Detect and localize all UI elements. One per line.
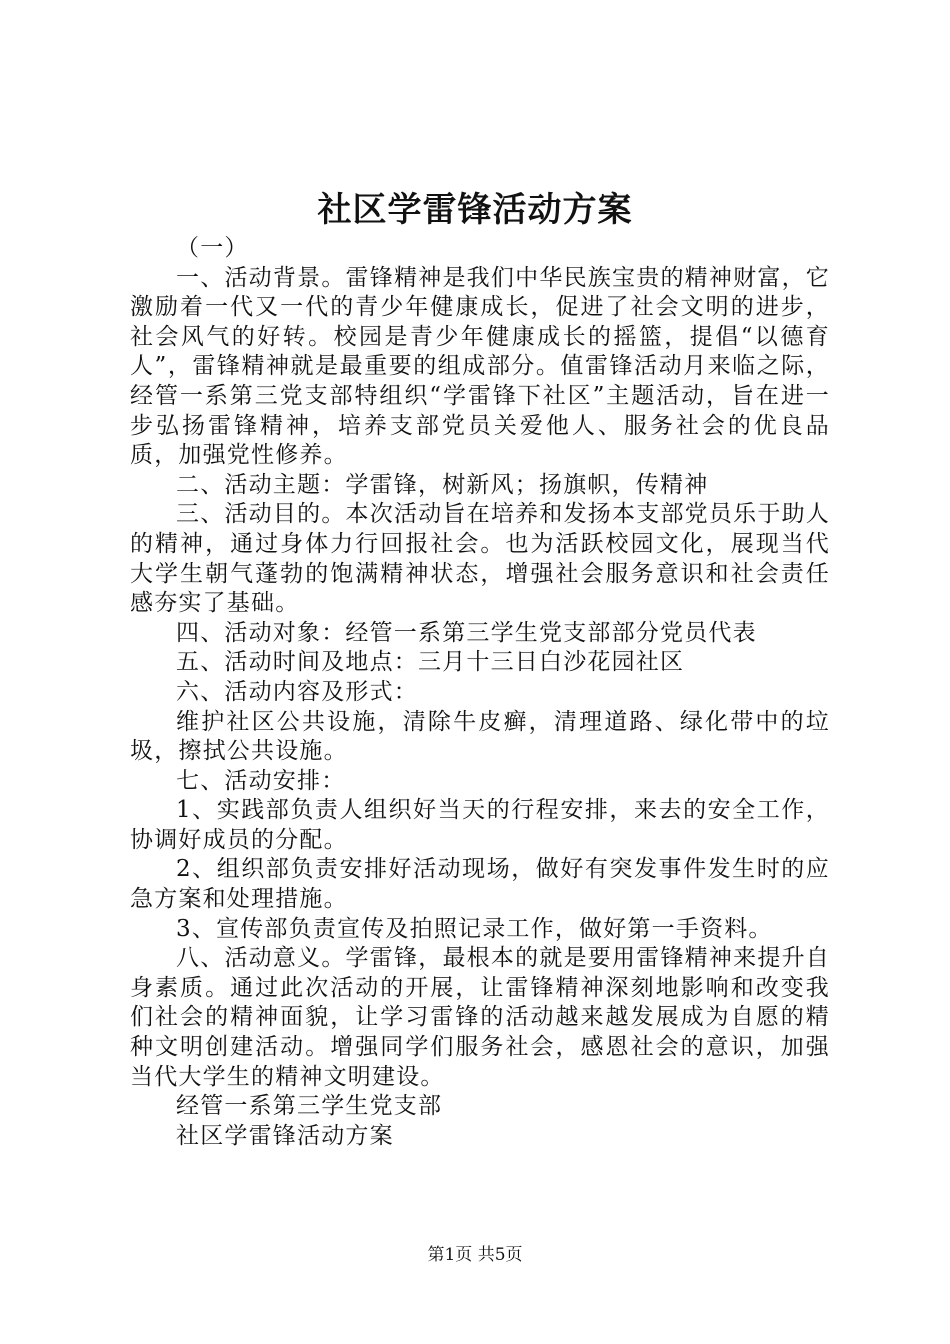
paragraph-content-heading: 六、活动内容及形式： [176,678,418,705]
page-footer: 第1页 共5页 [427,1245,523,1265]
paragraph-background: 一、活动背景。雷锋精神是我们中华民族宝贵的精神财富，它激励着一代又一代的青少年健康成长，促进了社会文明的进步，社会风气的好转。校园是青少年健康成长的摇篮，提倡“以德育人”，雷锋精神就是最重要的组成部分。值雷锋活动月来临之际，经管一系第三党支部特组织“学雷锋下社区”主题活动，旨在进一步弘扬雷锋精神，培养支部党员关爱他人、服务社会的优良品质，加强党性修养。 [130,264,830,469]
paragraph-content-body: 维护社区公共设施，清除牛皮癣，清理道路、绿化带中的垃圾，擦拭公共设施。 [130,708,830,765]
paragraph-significance: 八、活动意义。学雷锋，最根本的就是要用雷锋精神来提升自身素质。通过此次活动的开展，让雷锋精神深刻地影响和改变我们社会的精神面貌，让学习雷锋的活动越来越发展成为自愿的精种文明创建活动。增强同学们服务社会，感恩社会的意识，加强当代大学生的精神文明建设。 [130,945,830,1090]
document-body [130,234,830,1151]
paragraph-purpose: 三、活动目的。本次活动旨在培养和发扬本支部党员乐于助人的精神，通过身体力行回报社会。也为活跃校园文化，展现当代大学生朝气蓬勃的饱满精神状态，增强社会服务意识和社会责任感夯实了基础。 [130,501,830,617]
paragraph-arrangement-2: 2、组织部负责安排好活动现场，做好有突发事件发生时的应急方案和处理措施。 [130,856,830,913]
section-mark: （一） [176,235,249,261]
paragraph-time-place: 五、活动时间及地点：三月十三日白沙花园社区 [176,649,685,676]
paragraph-arrangement-heading: 七、活动安排： [176,767,346,794]
signature: 经管一系第三学生党支部 [176,1093,443,1120]
paragraph-target: 四、活动对象：经管一系第三学生党支部部分党员代表 [176,619,757,646]
next-document-title: 社区学雷锋活动方案 [176,1122,394,1149]
paragraph-theme: 二、活动主题：学雷锋，树新风；扬旗帜，传精神 [176,471,709,498]
page-title: 社区学雷锋活动方案 [317,190,633,230]
paragraph-arrangement-3: 3、宣传部负责宣传及拍照记录工作，做好第一手资料。 [176,915,773,942]
paragraph-arrangement-1: 1、实践部负责人组织好当天的行程安排，来去的安全工作，协调好成员的分配。 [130,797,830,853]
